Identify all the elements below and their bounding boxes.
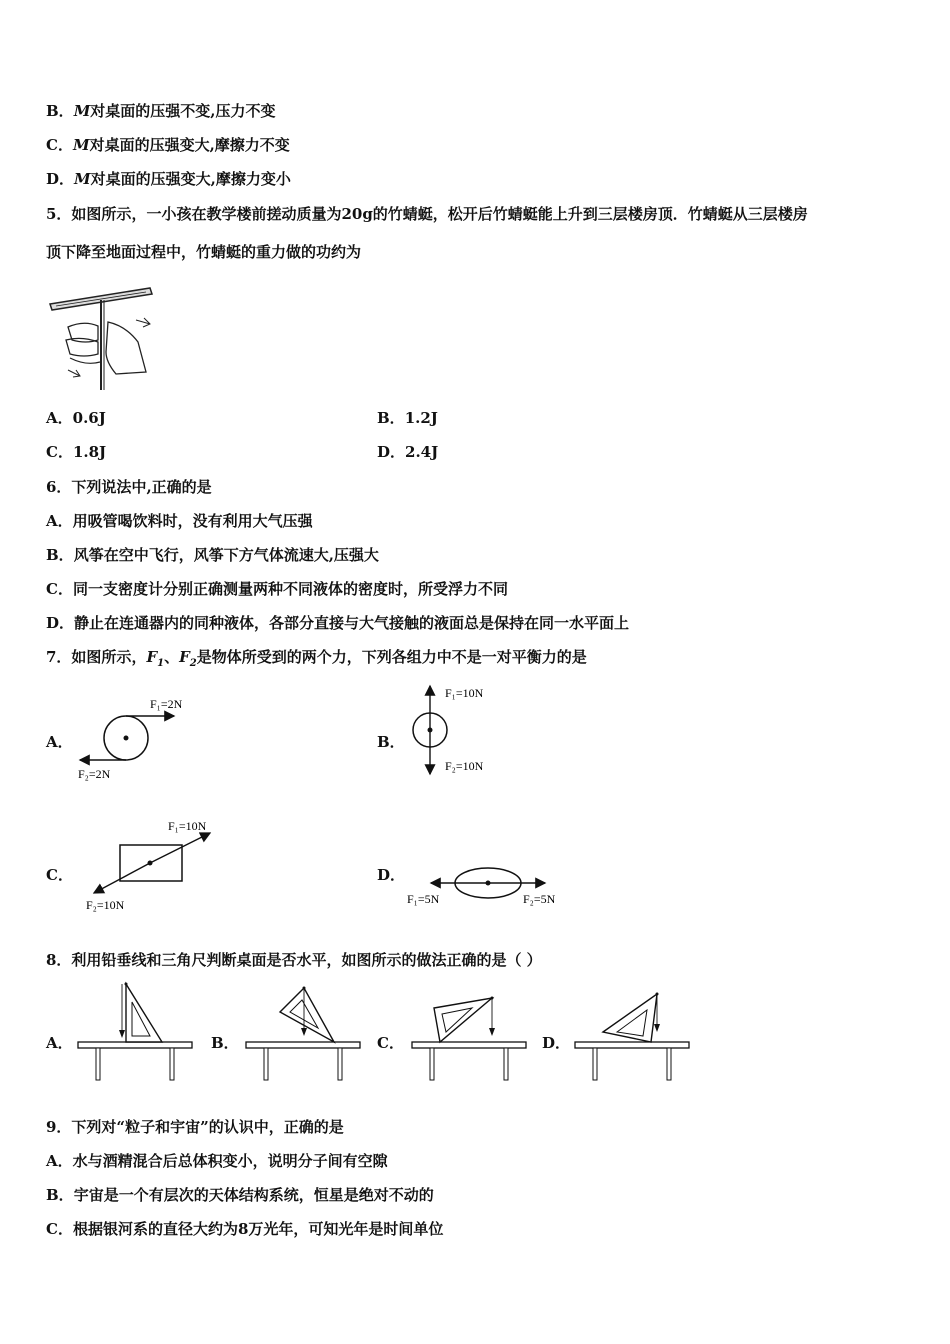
q7-figure-c [78, 815, 228, 915]
q6-option-c: C．同一支密度计分别正确测量两种不同液体的密度时，所受浮力不同 [46, 580, 508, 598]
q6-option-d: D．静止在连通器内的同种液体，各部分直接与大气接触的液面总是保持在同一水平面上 [46, 614, 630, 632]
q9-option-a: A．水与酒精混合后总体积变小，说明分子间有空隙 [46, 1152, 388, 1170]
q7d-f2-label: F₂=5N [523, 892, 556, 906]
bamboo-dragonfly-figure [46, 282, 156, 392]
q7-figure-a [70, 690, 183, 785]
q6-stem: 6．下列说法中,正确的是 [46, 478, 212, 496]
q8-option-a-letter: A． [46, 1034, 73, 1052]
q7c-f2-label: F₂=10N [86, 898, 125, 912]
q4-option-d: D．M对桌面的压强变大,摩擦力变小 [46, 170, 291, 188]
q7-figure-d [405, 855, 575, 910]
q8-option-c-letter: C． [377, 1034, 404, 1052]
q7-figure-b [405, 682, 505, 777]
q8-option-b-letter: B． [211, 1034, 239, 1052]
q7d-f1-label: F₁=5N [407, 892, 440, 906]
q7b-f1-label: F₁=10N [445, 686, 484, 700]
q5-option-a: A．0.6J [46, 409, 106, 427]
q7-option-c-letter: C． [46, 866, 73, 884]
q7b-f2-label: F₂=10N [445, 759, 484, 773]
q4-option-c: C．M对桌面的压强变大,摩擦力不变 [46, 136, 290, 154]
q7-option-a-letter: A． [46, 733, 73, 751]
q5-stem-line1: 5．如图所示，一小孩在教学楼前搓动质量为20g的竹蜻蜓，松开后竹蜻蜓能上升到三层楼房顶．竹蜻蜓从三层楼房 [46, 205, 808, 223]
q4-option-b: B．M对桌面的压强不变,压力不变 [46, 102, 276, 120]
q8-figure-a [76, 980, 196, 1085]
q6-option-b: B．风筝在空中飞行，风筝下方气体流速大,压强大 [46, 546, 379, 564]
q5-option-b: B．1.2J [377, 409, 438, 427]
q9-stem: 9．下列对“粒子和宇宙”的认识中，正确的是 [46, 1118, 344, 1136]
q9-option-b: B．宇宙是一个有层次的天体结构系统，恒星是绝对不动的 [46, 1186, 434, 1204]
q8-figure-c [410, 980, 530, 1085]
q5-option-d: D．2.4J [377, 443, 439, 461]
q8-figure-b [244, 980, 364, 1085]
q6-option-a: A．用吸管喝饮料时，没有利用大气压强 [46, 512, 313, 530]
q7a-f2-label: F₂=2N [78, 767, 111, 781]
q5-stem-line2: 顶下降至地面过程中，竹蜻蜓的重力做的功约为 [46, 243, 362, 261]
q8-figure-d [573, 980, 693, 1085]
q7-option-d-letter: D． [377, 866, 406, 884]
q7-option-b-letter: B． [377, 733, 405, 751]
q7-stem: 7．如图所示，$F_1$、$F_2$是物体所受到的两个力，下列各组力中不是一对平衡力的是 [46, 648, 587, 669]
q5-option-c: C．1.8J [46, 443, 107, 461]
q7a-f1-label: F₁=2N [150, 697, 183, 711]
q9-option-c: C．根据银河系的直径大约为8万光年，可知光年是时间单位 [46, 1220, 444, 1238]
q8-option-d-letter: D． [542, 1034, 571, 1052]
q7c-f1-label: F₁=10N [168, 819, 207, 833]
q8-stem: 8．利用铅垂线和三角尺判断桌面是否水平，如图所示的做法正确的是（ ） [46, 951, 542, 969]
